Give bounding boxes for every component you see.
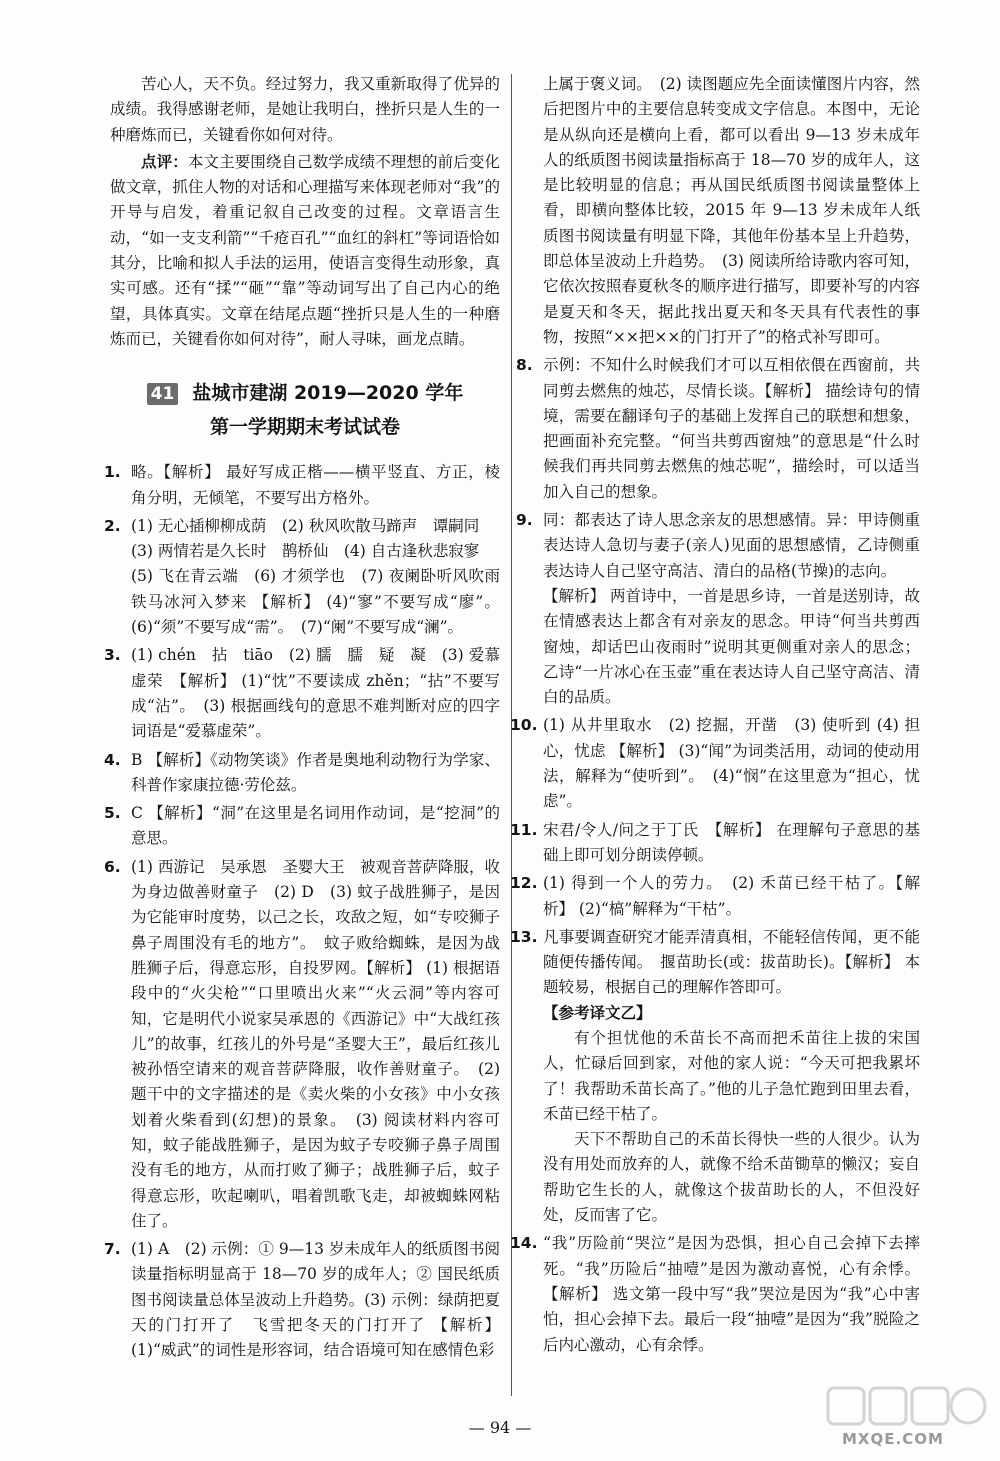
comment-text: 本文主要围绕自己数学成绩不理想的前后变化做文章，抓住人物的对话和心理描写来体现老师对“我”的开导与启发，着重记叙自己改变的过程。文章语言生动，“如一支支利箭”“千疮百孔”“血红的斜杠”等词语恰如其分，比喻和拟人手法的运用，使语言变得生动形象，真实可感。还有“揉”“砸”“靠”等动词写出了自己内心的绝望，具体真实。文章在结尾点题“挫折只是人生的一种磨炼而已，关键看你如何对待”，耐人寻味，画龙点睛。 bbox=[110, 152, 500, 348]
section-heading bbox=[110, 376, 500, 444]
section-title-line1: 盐城市建湖 2019—2020 学年 bbox=[192, 382, 464, 405]
item-text: (1) A (2) 示例：① 9—13 岁未成年人的纸质图书阅读量指标明显高于 18—70 岁的成年人；② 国民纸质图书阅读量总体呈波动上升趋势。(3) 示例：绿荫把夏天的门打开了 飞雪把冬天的门打开了 【解析】 (1)“威武”的词性是形容词，结合语境可知在感情色彩 bbox=[131, 1240, 500, 1360]
item-text: (1) 西游记 吴承恩 圣婴大王 被观音菩萨降服，收为身边做善财童子 (2) D (3) 蚊子战胜狮子，是因为它能审时度势，以己之长，攻敌之短，如“专咬狮子鼻子周围没有毛的地方”。 蚊子败给蜘蛛，是因为战胜狮子后，得意忘形，自投罗网。【解析】 (1) 根据语段中的“火尖枪”“口里喷出火来”“火云洞”等内容可知，它是明代小说家吴承恩的《西游记》中“大战红孩儿”的故事，红孩儿的外号是“圣婴大王”，最后红孩儿被孙悟空请来的观音菩萨降服，收作善财童子。 (2) 题干中的文字描述的是《卖火柴的小女孩》中小女孩划着火柴看到(幻想)的景象。 (3) 阅读材料内容可知，蚊子能战胜狮子，是因为蚊子专咬狮子鼻子周围没有毛的地方，从而打败了狮子；战胜狮子后，蚊子得意忘形，吹起喇叭，唱着凯歌飞走，却被蜘蛛网粘住了。 bbox=[131, 857, 500, 1230]
item-number: 13. bbox=[510, 927, 538, 946]
answer-item-12 bbox=[510, 871, 920, 922]
item-number: 12. bbox=[510, 874, 538, 893]
item-text: C 【解析】“洞”在这里是名词用作动词，是“挖洞”的意思。 bbox=[131, 804, 500, 848]
section-badge: 41 bbox=[147, 383, 179, 405]
answer-item-8 bbox=[516, 353, 920, 505]
answer-item-14 bbox=[510, 1231, 920, 1357]
item-number: 9. bbox=[516, 511, 533, 530]
item-number: 1. bbox=[104, 463, 121, 482]
reference-translation-label: 【参考译文乙】 bbox=[543, 1003, 652, 1022]
comment-paragraph bbox=[110, 150, 500, 352]
continued-paragraph: 上属于褒义词。 (2) 读图题应先全面读懂图片内容，然后把图片中的主要信息转变成文字信息。本图中，无论是从纵向还是横向上看，都可以看出 9—13 岁未成年人的纸质图书阅读量指标高于 18—70 岁的成年人，这是比较明显的信息；再从国民纸质图书阅读量整体上看，即横向整体比较，2015 年 9—13 岁未成年人纸质图书阅读量有明显下降，其他年份基本呈上升趋势，即总体呈波动上升趋势。 (3) 阅读所给诗歌内容可知，它依次按照春夏秋冬的顺序进行描写，即要补写的内容是夏天和冬天，据此找出夏天和冬天具有代表性的事物，按照“××把××的门打开了”的格式补写即可。 bbox=[543, 75, 920, 346]
left-column bbox=[104, 72, 500, 1367]
item-text: (1) 从井里取水 (2) 挖掘，开凿 (3) 使听到 (4) 担心，忧虑 【解析】 (3)“闻”为词类活用，动词的使动用法，解释为“使听到”。 (4)“悯”在这里意为“担心，忧虑”。 bbox=[543, 716, 920, 811]
answer-item-4 bbox=[104, 748, 500, 799]
item-line: (1) 无心插柳柳成荫 (2) 秋风吹散马蹄声 谭嗣同 bbox=[131, 516, 480, 535]
right-column bbox=[510, 72, 920, 1361]
item-number: 11. bbox=[510, 820, 538, 839]
answer-item-1 bbox=[104, 460, 500, 511]
item-line: (3) 两情若是久长时 鹊桥仙 (4) 自古逢秋悲寂寥 bbox=[131, 542, 480, 561]
item-number: 7. bbox=[104, 1240, 121, 1259]
watermark-text: MXQE.COM bbox=[842, 1430, 944, 1448]
item-text: 略。【解析】 最好写成正楷——横平竖直、方正，棱角分明，无倾笔，不要写出方格外。 bbox=[131, 463, 500, 507]
item-line: (5) 飞在青云端 (6) 才须学也 (7) 夜阑卧听风吹雨 铁马冰河入梦来 【解析】 (4)“寥”不要写成“廖”。(6)“须”不要写成“需”。 (7)“阑”不要写成“澜”。 bbox=[131, 567, 500, 637]
page-number: — 94 — bbox=[468, 1418, 532, 1437]
item-number: 8. bbox=[516, 356, 533, 375]
answer-item-3 bbox=[104, 643, 500, 744]
item-text: 凡事要调查研究才能弄清真相，不能轻信传闻，更不能随便传播传闻。 揠苗助长(或：拔苗助长)。【解析】 本题较易，根据自己的理解作答即可。 bbox=[543, 927, 920, 997]
item-number: 14. bbox=[510, 1234, 538, 1253]
answer-item-9 bbox=[516, 508, 920, 710]
answer-item-10 bbox=[510, 713, 920, 814]
answer-item-13 bbox=[510, 925, 920, 1229]
item-number: 6. bbox=[104, 857, 121, 876]
item-text: (1) 得到一个人的劳力。 (2) 禾苗已经干枯了。【解析】 (2)“槁”解释为“干枯”。 bbox=[543, 874, 920, 918]
item-text: 示例：不知什么时候我们才可以互相依偎在西窗前，共同剪去燃焦的烛芯，尽情长谈。【解析】 描绘诗句的情境，需要在翻译句子的基础上发挥自己的联想和想象，把画面补充完整。“何当共剪西窗烛”的意思是“什么时候我们再共同剪去燃焦的烛芯呢”，描绘时，可以适当加入自己的想象。 bbox=[543, 356, 920, 501]
item-text: B 【解析】《动物笑谈》作者是奥地利动物行为学家、科普作家康拉德·劳伦兹。 bbox=[131, 750, 500, 794]
reference-translation-paragraph: 天下不帮助自己的禾苗长得快一些的人很少。认为没有用处而放弃的人，就像不给禾苗锄草的懒汉；妄自帮助它生长的人，就像这个拔苗助长的人，不但没好处，反而害了它。 bbox=[543, 1130, 920, 1225]
reference-translation-paragraph: 有个担忧他的禾苗长不高而把禾苗往上拔的宋国人，忙碌后回到家，对他的家人说：“今天可把我累坏了！我帮助禾苗长高了。”他的儿子急忙跑到田里去看，禾苗已经干枯了。 bbox=[543, 1028, 920, 1123]
answer-item-2 bbox=[104, 514, 500, 640]
section-title-line2: 第一学期期末考试试卷 bbox=[209, 416, 400, 439]
item-text: “我”历险前“哭泣”是因为恐惧，担心自己会掉下去摔死。“我”历险后“抽噎”是因为激动喜悦，心有余悸。【解析】 选文第一段中写“我”哭泣是因为“我”心中害怕，担心会掉下去。最后一段“抽噎”是因为“我”脱险之后内心激动，心有余悸。 bbox=[543, 1234, 920, 1354]
item-analysis: 【解析】 两首诗中，一首是思乡诗，一首是送别诗，故在情感表达上都含有对亲友的思念。甲诗“何当共剪西窗烛，却话巴山夜雨时”说明其更侧重对亲人的思念；乙诗“一片冰心在玉壶”重在表达诗人自己坚守高洁、清白的品质。 bbox=[543, 586, 920, 707]
comment-label: 点评： bbox=[141, 152, 188, 171]
answer-item-7 bbox=[104, 1237, 500, 1363]
item-number: 4. bbox=[104, 750, 121, 769]
item-number: 2. bbox=[104, 516, 121, 535]
answer-item-11 bbox=[510, 818, 920, 869]
item-text: 宋君/令人/问之于丁氏 【解析】 在理解句子意思的基础上即可划分朗读停顿。 bbox=[543, 820, 920, 864]
item-text: (1) chén 拈 tiāo (2) 臑 臑 疑 凝 (3) 爱慕虚荣 【解析】 (1)“忱”不要读成 zhěn；“拈”不要写成“沾”。 (3) 根据画线句的意思不难判断对应的四字词语是“爱慕虚荣”。 bbox=[131, 646, 500, 741]
item-number: 10. bbox=[510, 716, 538, 735]
answer-item-6 bbox=[104, 855, 500, 1234]
intro-paragraph: 苦心人，天不负。经过努力，我又重新取得了优异的成绩。我得感谢老师，是她让我明白，挫折只是人生的一种磨炼而已，关键看你如何对待。 bbox=[110, 75, 500, 144]
answer-item-5 bbox=[104, 801, 500, 852]
item-number: 5. bbox=[104, 804, 121, 823]
item-number: 3. bbox=[104, 646, 121, 665]
item-text: 同：都表达了诗人思念亲友的思想感情。异：甲诗侧重表达诗人急切与妻子(亲人)见面的思想感情，乙诗侧重表达诗人自己坚守高洁、清白的品格(节操)的志向。 bbox=[543, 511, 920, 580]
